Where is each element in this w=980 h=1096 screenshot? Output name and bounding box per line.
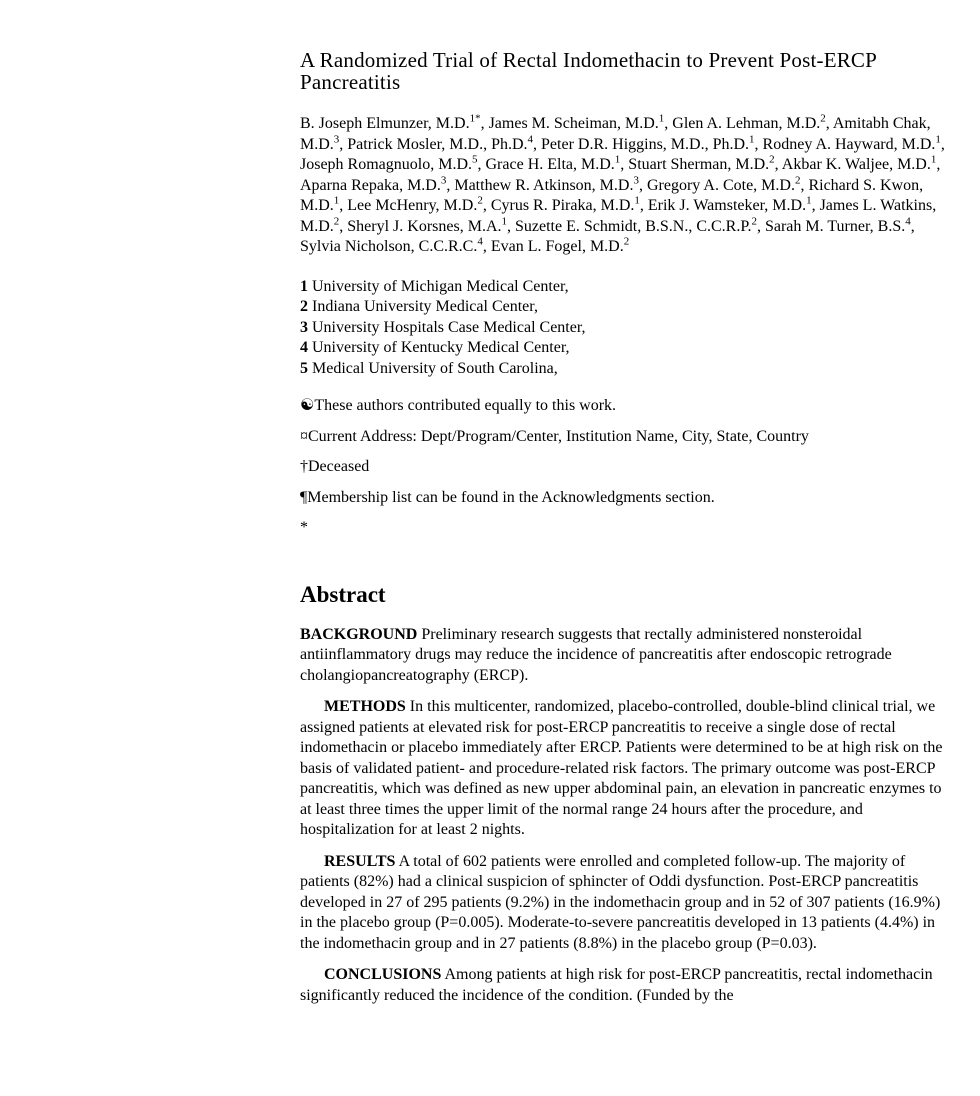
author-affiliation-superscript: 1 xyxy=(930,153,937,166)
author-name: Gregory A. Cote, M.D. xyxy=(646,176,795,194)
author-list: B. Joseph Elmunzer, M.D.$^{1*}$, James M. Scheiman, M.D.$^1$, Glen A. Lehman, M.D.$^2$, Amitabh Chak, M.D.$^3$, Patrick Mosler, M.D., Ph.D.$^4$, Peter D.R. Higgins, M.D., Ph.D.$^1$, Rodney A. Hayward, M.D.$^1$, Joseph Romagnuolo, M.D.$^5$, Grace H. Elta, M.D.$^1$, Stuart Sherman, M.D.$^2$, Akbar K. Waljee, M.D.$^1$, Aparna Repaka, M.D.$^3$, Matthew R. Atkinson, M.D.$^3$, Gregory A. Cote, M.D.$^2$, Richard S. Kwon, M.D.$^1$, Lee McHenry, M.D.$^2$, Cyrus R. Piraka, M.D.$^1$, Erik J. Wamsteker, M.D.$^1$, James L. Watkins, M.D.$^2$, Sheryl J. Korsnes, M.A.$^1$, Suzette E. Schmidt, B.S.N., C.C.R.P.$^2$, Sarah M. Turner, B.S.$^4$, Sylvia Nicholson, C.C.R.C.$^4$, Evan L. Fogel, M.D.$^2$ xyxy=(300,112,945,255)
author-affiliation-superscript: 3 xyxy=(633,174,639,187)
author-name: Erik J. Wamsteker, M.D. xyxy=(647,197,807,214)
author-note: * xyxy=(300,519,308,536)
affiliation-list xyxy=(300,277,950,380)
abstract-section-label: METHODS xyxy=(324,698,406,715)
author-affiliation-superscript: 2 xyxy=(333,215,340,228)
affiliation-item: 1 University of Michigan Medical Center, xyxy=(300,277,569,295)
author-affiliation-superscript: 1* xyxy=(469,112,481,125)
author-name: Grace H. Elta, M.D. xyxy=(485,156,615,173)
abstract-section-label: RESULTS xyxy=(324,852,396,870)
author-name: Matthew R. Atkinson, M.D. xyxy=(454,176,634,194)
affiliation-item: 2 Indiana University Medical Center, xyxy=(300,298,538,315)
author-affiliation-superscript: 1 xyxy=(333,194,340,207)
author-affiliation-superscript: 3 xyxy=(333,133,340,146)
author-name: Richard S. Kwon, M.D. xyxy=(300,176,924,214)
author-name: Sheryl J. Korsnes, M.A. xyxy=(347,217,502,235)
author-affiliation-superscript: 2 xyxy=(623,235,630,248)
author-name: Cyrus R. Piraka, M.D. xyxy=(490,197,635,214)
author-name: Rodney A. Hayward, M.D. xyxy=(762,135,936,153)
abstract-paragraph-conclusions: CONCLUSIONS Among patients at high risk for post-ERCP pancreatitis, rectal indomethacin significantly reduced the incidence of the condition. (Funded by the xyxy=(300,966,933,1004)
author-name: Sylvia Nicholson, C.C.R.C. xyxy=(300,238,478,255)
author-affiliation-superscript: 2 xyxy=(477,194,483,207)
author-note: ¤Current Address: Dept/Program/Center, Institution Name, City, State, Country xyxy=(300,427,809,445)
author-affiliation-superscript: 1 xyxy=(634,194,640,207)
author-affiliation-superscript: 2 xyxy=(794,174,801,187)
abstract-sections xyxy=(300,625,950,1007)
affiliation-item: 4 University of Kentucky Medical Center, xyxy=(300,339,570,356)
abstract-section-label: CONCLUSIONS xyxy=(324,966,442,983)
abstract-heading: Abstract xyxy=(300,581,386,607)
affiliation-number: 2 xyxy=(300,298,308,315)
author-name: Amitabh Chak, M.D. xyxy=(300,115,931,153)
author-affiliation-superscript: 1 xyxy=(806,194,812,207)
author-affiliation-superscript: 2 xyxy=(769,153,775,166)
author-name: Akbar K. Waljee, M.D. xyxy=(781,156,931,173)
affiliation-item: 3 University Hospitals Case Medical Center, xyxy=(300,318,586,336)
paper-title: A Randomized Trial of Rectal Indomethacin to Prevent Post-ERCP Pancreatitis xyxy=(300,48,877,94)
notes-list xyxy=(300,396,950,539)
abstract-paragraph-background: BACKGROUND Preliminary research suggests that rectally administered nonsteroidal antiinflammatory drugs may reduce the incidence of pancreatitis after endoscopic retrograde cholangiopancreatography (ERCP). xyxy=(300,625,892,684)
abstract-section-label: BACKGROUND xyxy=(300,625,418,643)
author-affiliation-superscript: 1 xyxy=(501,215,507,228)
author-affiliation-superscript: 3 xyxy=(440,174,447,187)
author-name: James L. Watkins, M.D. xyxy=(300,197,937,235)
author-name: Patrick Mosler, M.D., Ph.D. xyxy=(347,135,528,153)
author-affiliation-superscript: 1 xyxy=(935,133,941,146)
author-affiliation-superscript: 4 xyxy=(527,133,534,146)
author-name: Glen A. Lehman, M.D. xyxy=(672,115,821,132)
author-affiliation-superscript: 1 xyxy=(614,153,621,166)
author-name: James M. Scheiman, M.D. xyxy=(488,115,659,132)
affiliation-number: 3 xyxy=(300,318,308,336)
author-affiliation-superscript: 4 xyxy=(477,235,483,248)
author-affiliation-superscript: 1 xyxy=(658,112,665,125)
affiliation-item: 5 Medical University of South Carolina, xyxy=(300,359,558,377)
author-affiliation-superscript: 1 xyxy=(749,133,755,146)
author-name: Peter D.R. Higgins, M.D., Ph.D. xyxy=(541,135,750,153)
paper-content xyxy=(300,0,950,1006)
abstract-paragraph-methods: METHODS In this multicenter, randomized, placebo-controlled, double-blind clinical trial, we assigned patients at elevated risk for post-ERCP pancreatitis to receive a single dose of rectal indomethacin or placebo immediately after ERCP. Patients were determined to be at high risk on the basis of validated patient- and procedure-related risk factors. The primary outcome was post-ERCP pancreatitis, which was defined as new upper abdominal pain, an elevation in pancreatic enzymes to at least three times the upper limit of the normal range 24 hours after the procedure, and hospitalization for at least 2 nights. xyxy=(300,698,943,838)
affiliation-number: 1 xyxy=(300,277,308,295)
author-note: ¶Membership list can be found in the Acknowledgments section. xyxy=(300,488,715,506)
abstract-paragraph-results: RESULTS A total of 602 patients were enrolled and completed follow-up. The majority of patients (82%) had a clinical suspicion of sphincter of Oddi dysfunction. Post-ERCP pancreatitis developed in 27 of 295 patients (9.2%) in the indomethacin group and in 52 of 307 patients (16.9%) in the placebo group (P=0.005). Moderate-to-severe pancreatitis developed in 13 patients (4.4%) in the indomethacin group and in 27 patients (8.8%) in the placebo group (P=0.03). xyxy=(300,852,941,952)
author-name: B. Joseph Elmunzer, M.D. xyxy=(300,115,470,132)
author-name: Evan L. Fogel, M.D. xyxy=(490,238,624,255)
author-name: Suzette E. Schmidt, B.S.N., C.C.R.P. xyxy=(515,217,752,235)
author-affiliation-superscript: 2 xyxy=(820,112,826,125)
author-name: Lee McHenry, M.D. xyxy=(347,197,478,214)
affiliation-number: 5 xyxy=(300,359,308,377)
author-note: †Deceased xyxy=(300,458,370,475)
author-name: Sarah M. Turner, B.S. xyxy=(764,217,906,235)
author-affiliation-superscript: 2 xyxy=(751,215,757,228)
author-name: Joseph Romagnuolo, M.D. xyxy=(300,156,472,173)
author-affiliation-superscript: 5 xyxy=(472,153,478,166)
author-name: Aparna Repaka, M.D. xyxy=(300,176,441,194)
affiliation-number: 4 xyxy=(300,339,308,356)
author-name: Stuart Sherman, M.D. xyxy=(628,156,770,173)
author-affiliation-superscript: 4 xyxy=(905,215,911,228)
author-note: ☯These authors contributed equally to this work. xyxy=(300,397,617,414)
